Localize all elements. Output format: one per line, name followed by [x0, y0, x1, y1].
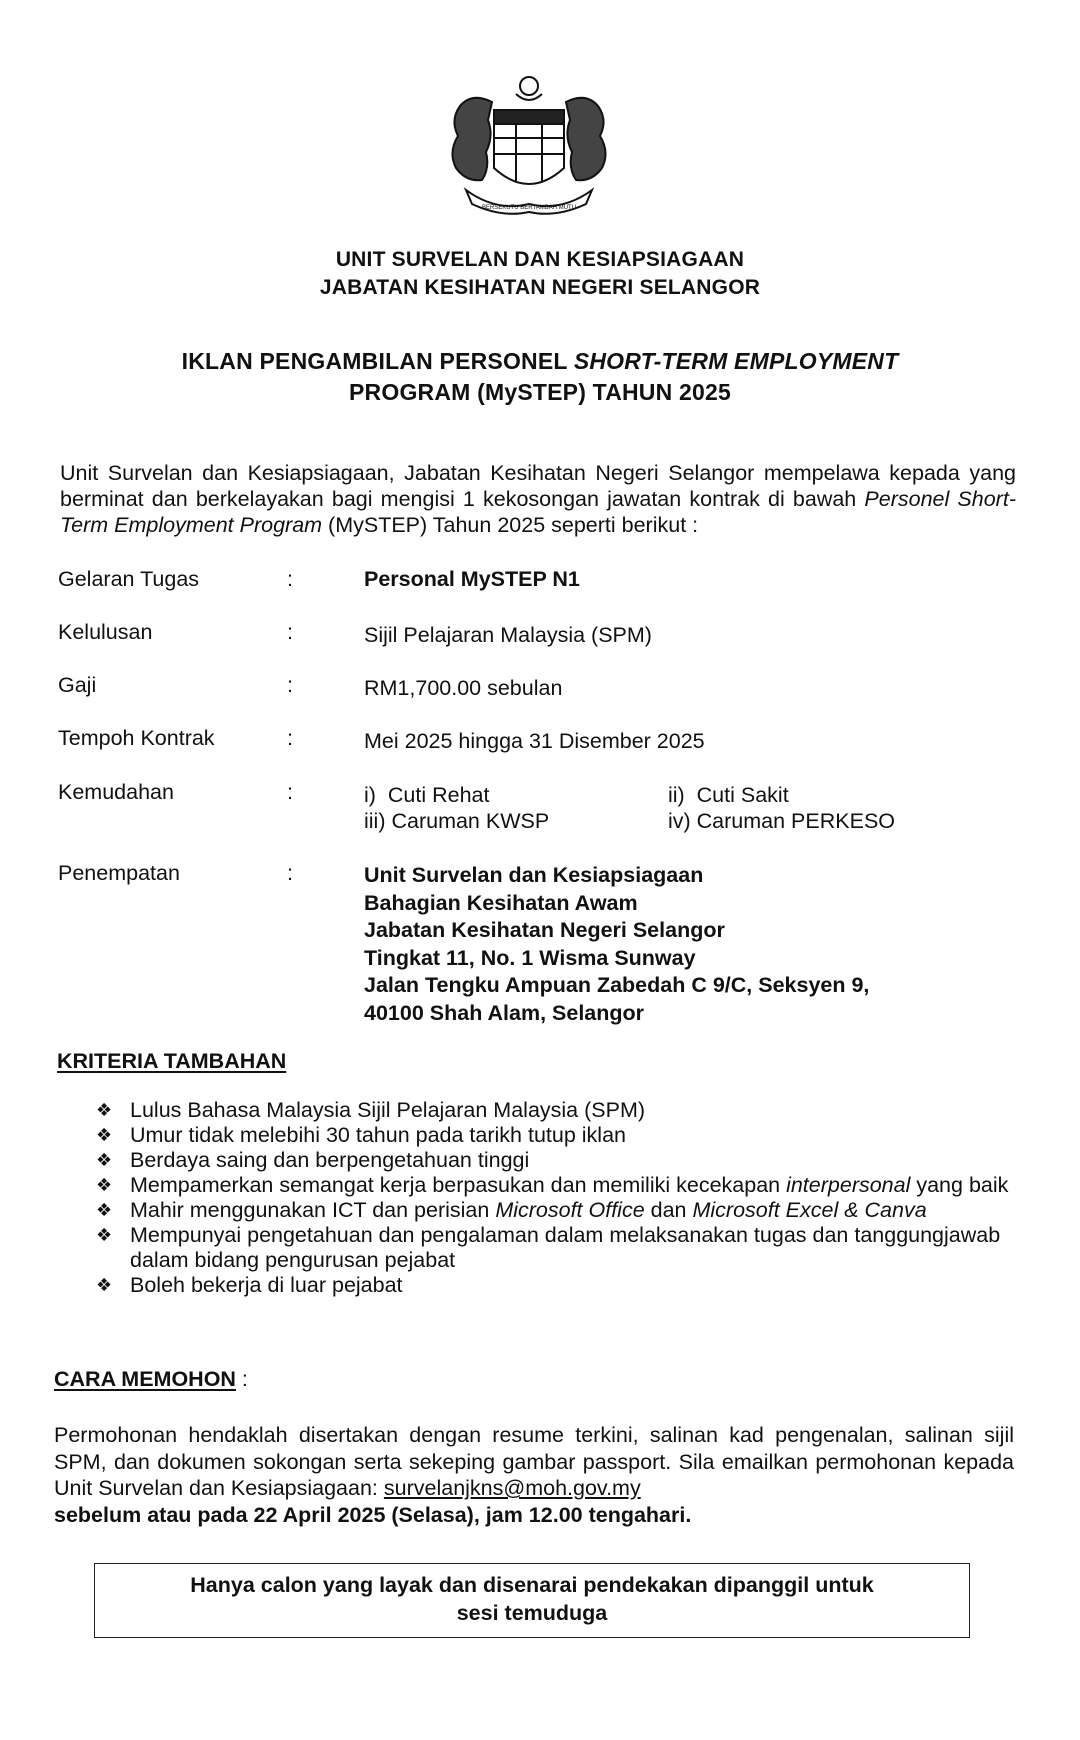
address-line: Jabatan Kesihatan Negeri Selangor	[364, 918, 725, 942]
organization-header	[0, 246, 1080, 302]
contract-period-value: Mei 2025 hingga 31 Disember 2025	[364, 729, 705, 753]
benefit-item: iii) Caruman KWSP	[364, 809, 550, 833]
colon: :	[287, 861, 293, 885]
org-unit-name: UNIT SURVELAN DAN KESIAPSIAGAAN	[335, 248, 745, 271]
contract-period-label: Tempoh Kontrak	[58, 726, 215, 750]
colon: :	[287, 780, 293, 804]
job-title-value: Personal MySTEP N1	[364, 567, 580, 591]
advert-title-part1: IKLAN PENGAMBILAN PERSONEL	[181, 348, 574, 374]
intro-program-name: Personel Short-Term Employment Program	[60, 487, 1016, 537]
criteria-list	[96, 1098, 1016, 1298]
diamond-bullet-icon: ❖	[96, 1200, 113, 1220]
address-line: Tingkat 11, No. 1 Wisma Sunway	[364, 945, 696, 970]
placement-label: Penempatan	[58, 861, 180, 885]
colon: :	[287, 567, 293, 591]
advert-title-italic: SHORT-TERM EMPLOYMENT	[573, 348, 899, 374]
salary-value: RM1,700.00 sebulan	[364, 676, 563, 700]
advert-title-line2: PROGRAM (MySTEP) TAHUN 2025	[349, 379, 731, 405]
apply-heading-suffix: :	[235, 1367, 248, 1391]
criteria-heading: KRITERIA TAMBAHAN	[57, 1049, 287, 1073]
benefit-item: i) Cuti Rehat	[364, 783, 490, 807]
address-line: Unit Survelan dan Kesiapsiagaan	[364, 863, 704, 887]
benefit-item: ii) Cuti Sakit	[668, 783, 789, 807]
benefits-label: Kemudahan	[58, 780, 174, 804]
intro-paragraph	[60, 460, 1016, 538]
diamond-bullet-icon: ❖	[96, 1175, 113, 1195]
list-item: ❖ Umur tidak melebihi 30 tahun pada tarikh tutup iklan	[96, 1123, 626, 1147]
notice-line: sesi temuduga	[456, 1601, 608, 1625]
diamond-bullet-icon: ❖	[96, 1125, 113, 1145]
email-link[interactable]: survelanjkns@moh.gov.my	[383, 1476, 641, 1500]
list-item: ❖ Lulus Bahasa Malaysia Sijil Pelajaran Malaysia (SPM)	[96, 1098, 646, 1122]
address-line: Bahagian Kesihatan Awam	[364, 890, 638, 915]
intro-text: Unit Survelan dan Kesiapsiagaan, Jabatan Kesihatan Negeri Selangor mempelawa kepada yang berminat dan berkelayakan bagi mengisi 1 kekosongan jawatan kontrak di bawah	[60, 461, 1016, 511]
diamond-bullet-icon: ❖	[96, 1150, 113, 1170]
advert-title	[0, 346, 1080, 408]
apply-heading-row	[54, 1366, 248, 1392]
diamond-bullet-icon: ❖	[96, 1275, 113, 1295]
qualification-label: Kelulusan	[58, 620, 153, 644]
apply-deadline: sebelum atau pada 22 April 2025 (Selasa), jam 12.00 tengahari.	[54, 1503, 692, 1527]
list-item: ❖ Mempamerkan semangat kerja berpasukan dan memiliki kecekapan interpersonal yang baik	[96, 1173, 1009, 1197]
apply-heading: CARA MEMOHON	[54, 1367, 236, 1391]
address-line: 40100 Shah Alam, Selangor	[364, 1000, 645, 1025]
list-item: ❖ Boleh bekerja di luar pejabat	[96, 1273, 403, 1297]
list-item: ❖ Mempunyai pengetahuan dan pengalaman dalam melaksanakan tugas dan tanggungjawab dalam bidang pengurusan pejabat	[96, 1223, 1001, 1272]
benefit-item: iv) Caruman PERKESO	[668, 809, 896, 833]
apply-text: Permohonan hendaklah disertakan dengan resume terkini, salinan kad pengenalan, salinan sijil SPM, dan dokumen sokongan serta sekeping gambar passport. Sila emailkan permohonan kepada Unit Survelan dan Kesiapsiagaan:	[54, 1423, 1014, 1500]
shortlist-notice-box	[94, 1563, 970, 1638]
diamond-bullet-icon: ❖	[96, 1100, 113, 1120]
malaysia-coat-of-arms-icon	[436, 72, 622, 220]
address-line: Jalan Tengku Ampuan Zabedah C 9/C, Seksyen 9,	[364, 973, 870, 997]
apply-paragraph	[54, 1422, 1014, 1502]
placement-address	[364, 862, 869, 1027]
salary-label: Gaji	[58, 673, 97, 697]
org-department-name: JABATAN KESIHATAN NEGERI SELANGOR	[319, 276, 761, 299]
job-title-label: Gelaran Tugas	[58, 567, 200, 591]
list-item: ❖ Berdaya saing dan berpengetahuan tinggi	[96, 1148, 530, 1172]
intro-text-end: (MySTEP) Tahun 2025 seperti berikut :	[322, 513, 699, 537]
colon: :	[287, 673, 293, 697]
colon: :	[287, 726, 293, 750]
crest-motto: BERSEKUTU BERTAMBAH MUTU	[481, 205, 577, 211]
diamond-bullet-icon: ❖	[96, 1225, 113, 1245]
notice-line: Hanya calon yang layak dan disenarai pendekakan dipanggil untuk	[190, 1573, 874, 1597]
list-item: ❖ Mahir menggunakan ICT dan perisian Microsoft Office dan Microsoft Excel & Canva	[96, 1198, 927, 1222]
colon: :	[287, 620, 293, 644]
qualification-value: Sijil Pelajaran Malaysia (SPM)	[364, 623, 652, 647]
